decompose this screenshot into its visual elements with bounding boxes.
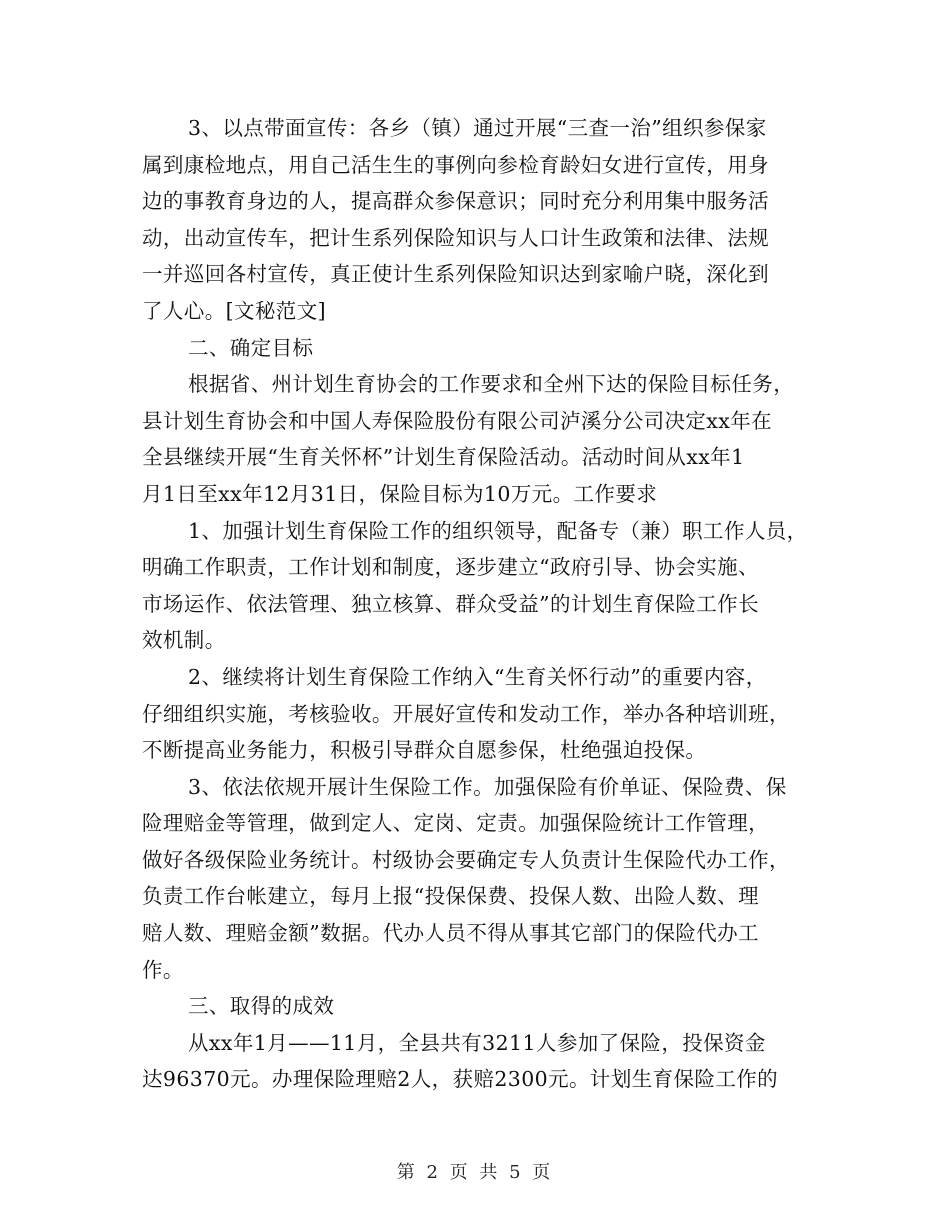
- text-line: 效机制。: [142, 628, 226, 653]
- section-heading: 二、确定目标: [188, 335, 314, 360]
- text-line: 做好各级保险业务统计。村级协会要确定专人负责计生保险代办工作，: [142, 847, 790, 872]
- text-line: 2、继续将计划生育保险工作纳入“生育关怀行动”的重要内容，: [188, 664, 767, 689]
- text-line: 从xx年1月——11月，全县共有3211人参加了保险，投保资金: [188, 1030, 766, 1055]
- text-line: 市场运作、依法管理、独立核算、群众受益”的计划生育保险工作长: [142, 591, 759, 616]
- text-line: 全县继续开展“生育关怀杯”计划生育保险活动。活动时间从xx年1: [142, 445, 745, 470]
- text-line: 明确工作职责，工作计划和制度，逐步建立“政府引导、协会实施、: [142, 555, 759, 580]
- section-heading: 三、取得的成效: [188, 994, 335, 1019]
- text-line: 不断提高业务能力，积极引导群众自愿参保，杜绝强迫投保。: [142, 738, 707, 763]
- text-line: 月1日至xx年12月31日，保险目标为10万元。工作要求: [142, 481, 658, 506]
- text-line: 达96370元。办理保险理赔2人，获赔2300元。计划生育保险工作的: [142, 1067, 779, 1092]
- text-line: 负责工作台帐建立，每月上报“投保保费、投保人数、出险人数、理: [142, 884, 759, 909]
- text-line: 1、加强计划生育保险工作的组织领导，配备专（兼）职工作人员，: [188, 518, 808, 543]
- text-line: 属到康检地点，用自己活生生的事例向参检育龄妇女进行宣传，用身: [142, 152, 769, 177]
- text-line: 动，出动宣传车，把计生系列保险知识与人口计生政策和法律、法规: [142, 225, 769, 250]
- text-line: 3、以点带面宣传：各乡（镇）通过开展“三查一治”组织参保家: [188, 116, 767, 140]
- text-line: 了人心。[文秘范文]: [142, 298, 326, 323]
- body-text: [142, 110, 822, 1098]
- text-line: 3、依法依规开展计生保险工作。加强保险有价单证、保险费、保: [188, 774, 787, 799]
- text-line: 仔细组织实施，考核验收。开展好宣传和发动工作，举办各种培训班，: [142, 701, 790, 726]
- page-number-footer: 第 2 页 共 5 页: [396, 1162, 554, 1183]
- text-line: 边的事教育身边的人，提高群众参保意识；同时充分利用集中服务活: [142, 189, 769, 214]
- text-line: 赔人数、理赔金额”数据。代办人员不得从事其它部门的保险代办工: [142, 921, 759, 946]
- text-line: 一并巡回各村宣传，真正使计生系列保险知识达到家喻户晓，深化到: [142, 262, 769, 287]
- text-line: 县计划生育协会和中国人寿保险股份有限公司泸溪分公司决定xx年在: [142, 408, 773, 433]
- text-line: 作。: [142, 957, 184, 982]
- text-line: 险理赔金等管理，做到定人、定岗、定责。加强保险统计工作管理，: [142, 811, 769, 836]
- text-line: 根据省、州计划生育协会的工作要求和全州下达的保险目标任务，: [188, 372, 795, 397]
